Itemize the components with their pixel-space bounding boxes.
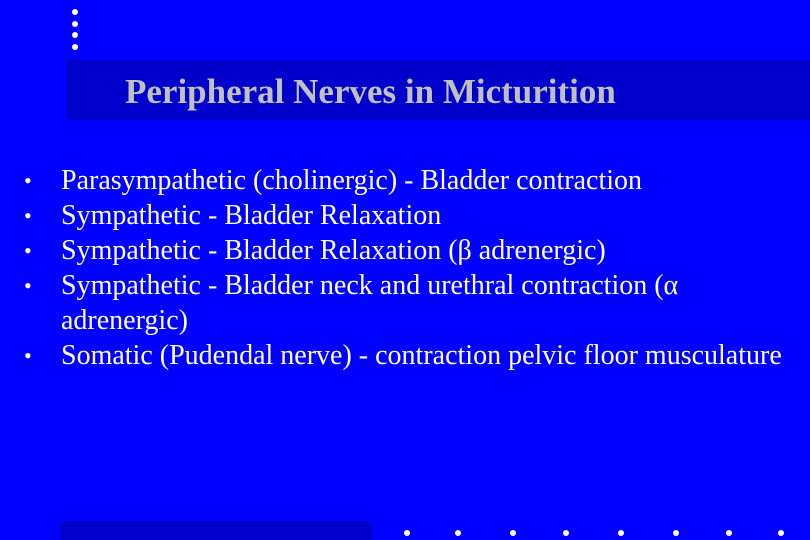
decorative-dot <box>510 530 516 536</box>
decorative-dot <box>72 44 78 50</box>
bottom-accent-bar <box>60 521 372 540</box>
bullet-item <box>24 198 794 233</box>
decorative-dot <box>618 530 624 536</box>
decorative-dots-vertical <box>71 9 79 53</box>
slide-title: Peripheral Nerves in Micturition <box>125 72 616 111</box>
bullet-item <box>24 233 794 268</box>
bullet-text: Somatic (Pudendal nerve) - contraction pelvic floor musculature <box>61 340 782 371</box>
decorative-dot <box>778 530 784 536</box>
decorative-dot <box>673 530 679 536</box>
decorative-dot <box>726 530 732 536</box>
decorative-dot <box>455 530 461 536</box>
decorative-dot <box>563 530 569 536</box>
decorative-dot <box>72 9 78 15</box>
bullet-text: Sympathetic - Bladder Relaxation <box>61 200 442 231</box>
bullet-icon: • <box>24 238 32 263</box>
bullet-text: Parasympathetic (cholinergic) - Bladder contraction <box>61 165 643 196</box>
bullet-icon: • <box>24 203 32 228</box>
decorative-dots-horizontal <box>400 530 810 540</box>
bullet-item <box>24 338 794 373</box>
bullet-icon: • <box>24 273 32 298</box>
bullet-text: Sympathetic - Bladder neck and urethral contraction (α adrenergic) <box>61 270 679 336</box>
decorative-dot <box>72 21 78 27</box>
bullet-item <box>24 268 794 338</box>
bullet-item <box>24 163 794 198</box>
decorative-dot <box>72 32 78 38</box>
bullet-icon: • <box>24 343 32 368</box>
bullet-list <box>24 163 794 373</box>
bullet-icon: • <box>24 168 32 193</box>
bullet-text: Sympathetic - Bladder Relaxation (β adrenergic) <box>61 235 606 266</box>
decorative-dot <box>404 530 410 536</box>
